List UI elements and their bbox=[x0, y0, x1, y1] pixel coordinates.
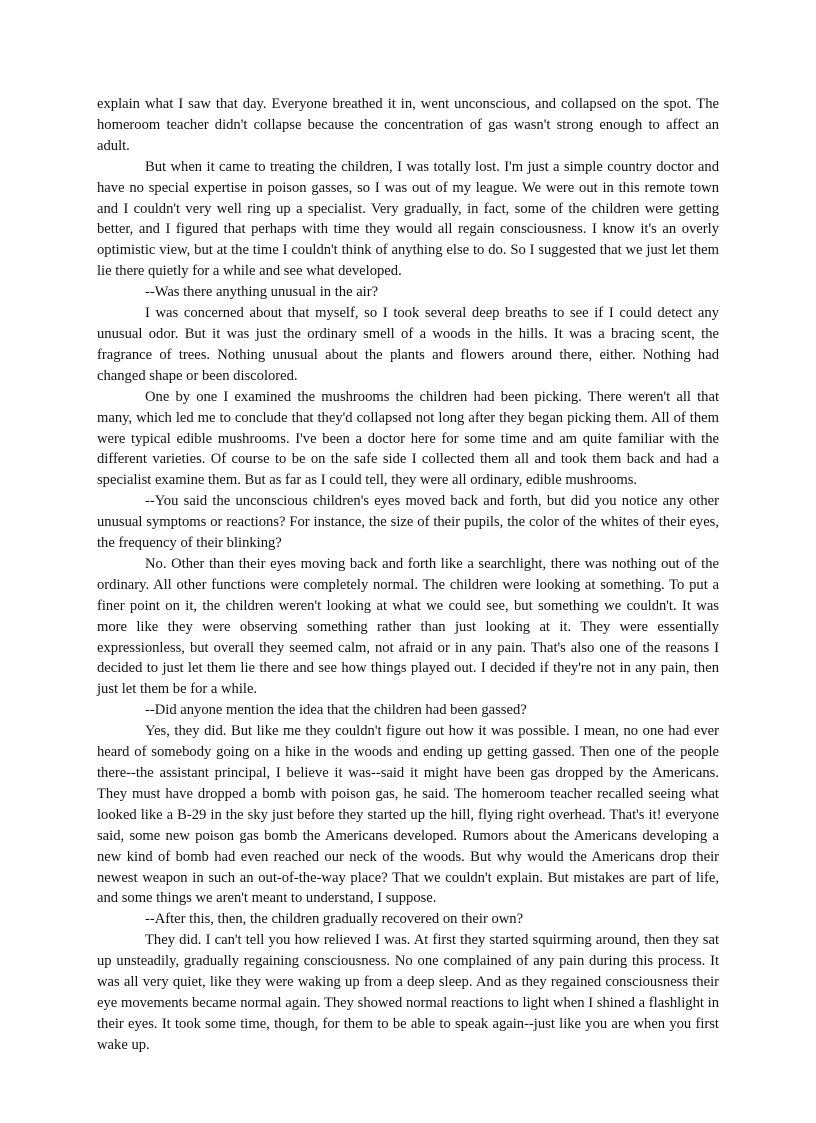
document-page bbox=[97, 94, 719, 1056]
paragraph: I was concerned about that myself, so I took several deep breaths to see if I could detect any unusual odor. But it was just the ordinary smell of a woods in the hills. It was a bracing scent, the fragrance of trees. Nothing unusual about the plants and flowers around there, either. Nothing had changed shape or been discolored. bbox=[97, 305, 719, 384]
paragraph: No. Other than their eyes moving back and forth like a searchlight, there was nothing out of the ordinary. All other functions were completely normal. The children were looking at something. To put a finer point on it, the children weren't looking at what we could see, but something we couldn't. It was more like they were observing something rather than just looking at it. They were essentially expressionless, but overall they seemed calm, not afraid or in any pain. That's also one of the reasons I decided to just let them lie there and see how things played out. I decided if they're not in any pain, then just let them be for a while. bbox=[97, 555, 719, 698]
interviewer-question: --Was there anything unusual in the air? bbox=[145, 284, 379, 301]
interviewer-question: --Did anyone mention the idea that the children had been gassed? bbox=[145, 702, 527, 719]
paragraph: explain what I saw that day. Everyone breathed it in, went unconscious, and collapsed on the spot. The homeroom teacher didn't collapse because the concentration of gas wasn't strong enough to affect an adult. bbox=[97, 96, 719, 154]
paragraph: They did. I can't tell you how relieved I was. At first they started squirming around, then they sat up unsteadily, gradually regaining consciousness. No one complained of any pain during this process. It was all very quiet, like they were waking up from a deep sleep. And as they regained consciousness their eye movements became normal again. They showed normal reactions to light when I shined a flashlight in their eyes. It took some time, though, for them to be able to speak again--just like you are when you first wake up. bbox=[97, 932, 719, 1053]
paragraph: But when it came to treating the children, I was totally lost. I'm just a simple country doctor and have no special expertise in poison gasses, so I was out of my league. We were out in this remote town and I couldn't very well ring up a specialist. Very gradually, in fact, some of the children were getting better, and I figured that perhaps with time they would all regain consciousness. I know it's an overly optimistic view, but at the time I couldn't think of anything else to do. So I suggested that we just let them lie there quietly for a while and see what developed. bbox=[97, 158, 719, 280]
paragraph: Yes, they did. But like me they couldn't figure out how it was possible. I mean, no one had ever heard of somebody going on a hike in the woods and ending up getting gassed. Then one of the people there--the assistant principal, I believe it was--said it might have been gas dropped by the Americans. They must have dropped a bomb with poison gas, he said. The homeroom teacher recalled seeing what looked like a B-29 in the sky just before they started up the hill, flying right overhead. That's it! everyone said, some new poison gas bomb the Americans developed. Rumors about the Americans developing a new kind of bomb had even reached our neck of the woods. But why would the Americans drop their newest weapon in such an out-of-the-way place? That we couldn't explain. But mistakes are part of life, and some things we aren't meant to understand, I suppose. bbox=[97, 723, 719, 907]
interviewer-question: --After this, then, the children gradually recovered on their own? bbox=[145, 911, 524, 928]
interviewer-question: --You said the unconscious children's eyes moved back and forth, but did you notice any other unusual symptoms or reactions? For instance, the size of their pupils, the color of the whites of their eyes, the frequency of their blinking? bbox=[97, 493, 719, 552]
paragraph: One by one I examined the mushrooms the children had been picking. There weren't all that many, which led me to conclude that they'd collapsed not long after they began picking them. All of them were typical edible mushrooms. I've been a doctor here for some time and am quite familiar with the different varieties. Of course to be on the safe side I collected them all and took them back and had a specialist examine them. But as far as I could tell, they were all ordinary, edible mushrooms. bbox=[97, 388, 719, 489]
